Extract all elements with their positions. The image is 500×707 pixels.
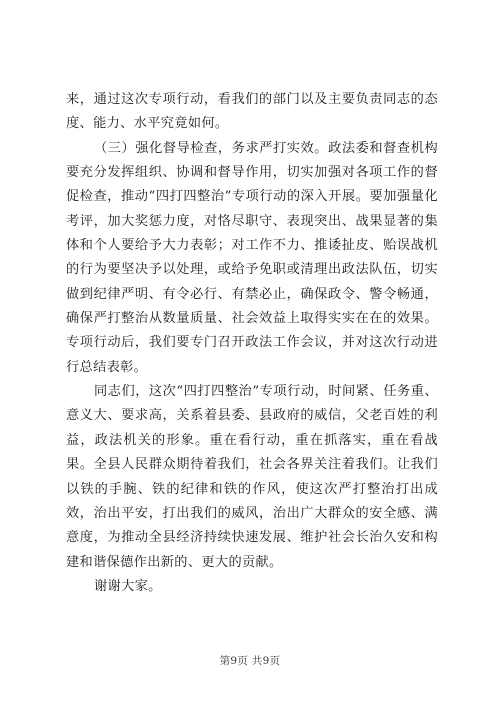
document-body bbox=[66, 88, 438, 599]
paragraph-thanks: 谢谢大家。 bbox=[94, 578, 162, 594]
paragraph-continuation: 来，通过这次专项行动，看我们的部门以及主要负责同志的态度、能力、水平究竟如何。 bbox=[66, 92, 438, 132]
paragraph-supervision: （三）强化督导检查，务求严打实效。政法委和督查机构要充分发挥组织、协调和督导作用，切实加强对各项工作的督促检查，推动“四打四整治”专项行动的深入开展。要加强量化考评，加大奖惩力度，对恪尽职守、表现突出、战果显著的集体和个人要给予大力表彰；对工作不力、推诿扯皮、贻误战机的行为要坚决予以处理，或给予免职或清理出政法队伍，切实做到纪律严明、有令必行、有禁必止，确保政令、警令畅通，确保严打整治从数量质量、社会效益上取得实实在在的效果。专项行动后，我们要专门召开政法工作会议，并对这次行动进行总结表彰。 bbox=[66, 140, 438, 375]
paragraph-closing-remarks: 同志们，这次“四打四整治”专项行动，时间紧、任务重、意义大、要求高，关系着县委、县政府的威信，父老百姓的利益，政法机关的形象。重在看行动，重在抓落实，重在看战果。全县人民群众期待着我们，社会各界关注着我们。让我们以铁的手腕、铁的纪律和铁的作风，使这次严打整治打出成效，治出平安，打出我们的威风，治出广大群众的安全感、满意度，为推动全县经济持续快速发展、维护社会长治久安和构建和谐保德作出新的、更大的贡献。 bbox=[66, 384, 438, 570]
page-number-footer: 第9页 共9页 bbox=[219, 655, 281, 667]
